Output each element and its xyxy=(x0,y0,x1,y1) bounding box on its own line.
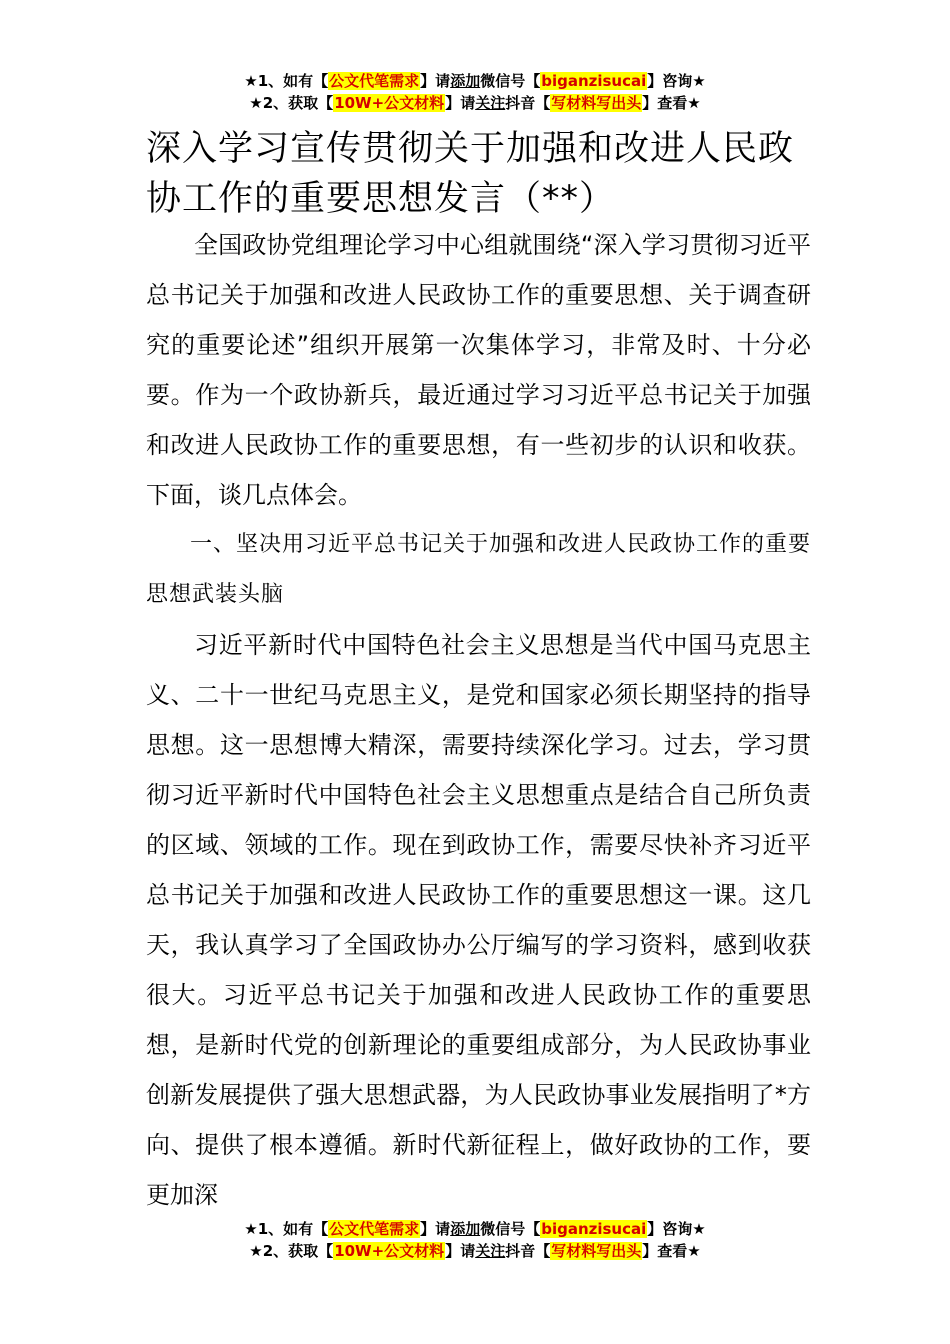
header-banner xyxy=(0,70,950,114)
banner-line-2 xyxy=(0,1240,950,1262)
banner-highlight: 公文代笔需求 xyxy=(329,1220,420,1238)
banner-text: ★1、如有【 xyxy=(244,1220,329,1238)
banner-line-1 xyxy=(0,70,950,92)
document-body xyxy=(146,220,811,1220)
banner-highlight: 写材料写出头 xyxy=(551,94,642,112)
banner-text: 微信号【 xyxy=(480,72,541,90)
banner-text: 】查看★ xyxy=(642,1242,701,1260)
banner-text: 】请 xyxy=(420,1220,451,1238)
banner-text: 抖音【 xyxy=(505,1242,551,1260)
banner-text: 】咨询★ xyxy=(647,1220,706,1238)
banner-text: ★2、获取【 xyxy=(249,1242,334,1260)
banner-highlight: 写材料写出头 xyxy=(551,1242,642,1260)
banner-text: 】请 xyxy=(445,94,476,112)
banner-text: 】请 xyxy=(445,1242,476,1260)
banner-highlight: biganzisucai xyxy=(541,1220,647,1238)
section-heading-1: 一、坚决用习近平总书记关于加强和改进人民政协工作的重要思想武装头脑 xyxy=(146,532,812,607)
footer-banner xyxy=(0,1218,950,1262)
banner-highlight: 10W+公文材料 xyxy=(334,94,445,112)
banner-line-1 xyxy=(0,1218,950,1240)
banner-text: 微信号【 xyxy=(480,1220,541,1238)
banner-line-2 xyxy=(0,92,950,114)
banner-text: 】查看★ xyxy=(642,94,701,112)
banner-underline: 关注 xyxy=(475,94,506,112)
banner-highlight: 公文代笔需求 xyxy=(329,72,420,90)
banner-text: ★2、获取【 xyxy=(249,94,334,112)
banner-text: 抖音【 xyxy=(505,94,551,112)
banner-underline: 添加 xyxy=(450,1220,481,1238)
banner-highlight: 10W+公文材料 xyxy=(334,1242,445,1260)
banner-highlight: biganzisucai xyxy=(541,72,647,90)
banner-underline: 添加 xyxy=(450,72,481,90)
banner-underline: 关注 xyxy=(475,1242,506,1260)
paragraph-section-1: 习近平新时代中国特色社会主义思想是当代中国马克思主义、二十一世纪马克思主义，是党和国家必须长期坚持的指导思想。这一思想博大精深，需要持续深化学习。过去，学习贯彻习近平新时代中国特色社会主义思想重点是结合自己所负责的区域、领域的工作。现在到政协工作，需要尽快补齐习近平总书记关于加强和改进人民政协工作的重要思想这一课。这几天，我认真学习了全国政协办公厅编写的学习资料，感到收获很大。习近平总书记关于加强和改进人民政协工作的重要思想，是新时代党的创新理论的重要组成部分，为人民政协事业创新发展提供了强大思想武器，为人民政协事业发展指明了*方向、提供了根本遵循。新时代新征程上，做好政协的工作，要更加深 xyxy=(146,631,811,1209)
banner-text: ★1、如有【 xyxy=(244,72,329,90)
banner-text: 】请 xyxy=(420,72,451,90)
document-title: 深入学习宣传贯彻关于加强和改进人民政协工作的重要思想发言（**） xyxy=(146,129,795,219)
paragraph-intro: 全国政协党组理论学习中心组就围绕“深入学习贯彻习近平总书记关于加强和改进人民政协工作的重要思想、关于调查研究的重要论述”组织开展第一次集体学习，非常及时、十分必要。作为一个政协新兵，最近通过学习习近平总书记关于加强和改进人民政协工作的重要思想，有一些初步的认识和收获。下面，谈几点体会。 xyxy=(146,231,811,509)
banner-text: 】咨询★ xyxy=(647,72,706,90)
